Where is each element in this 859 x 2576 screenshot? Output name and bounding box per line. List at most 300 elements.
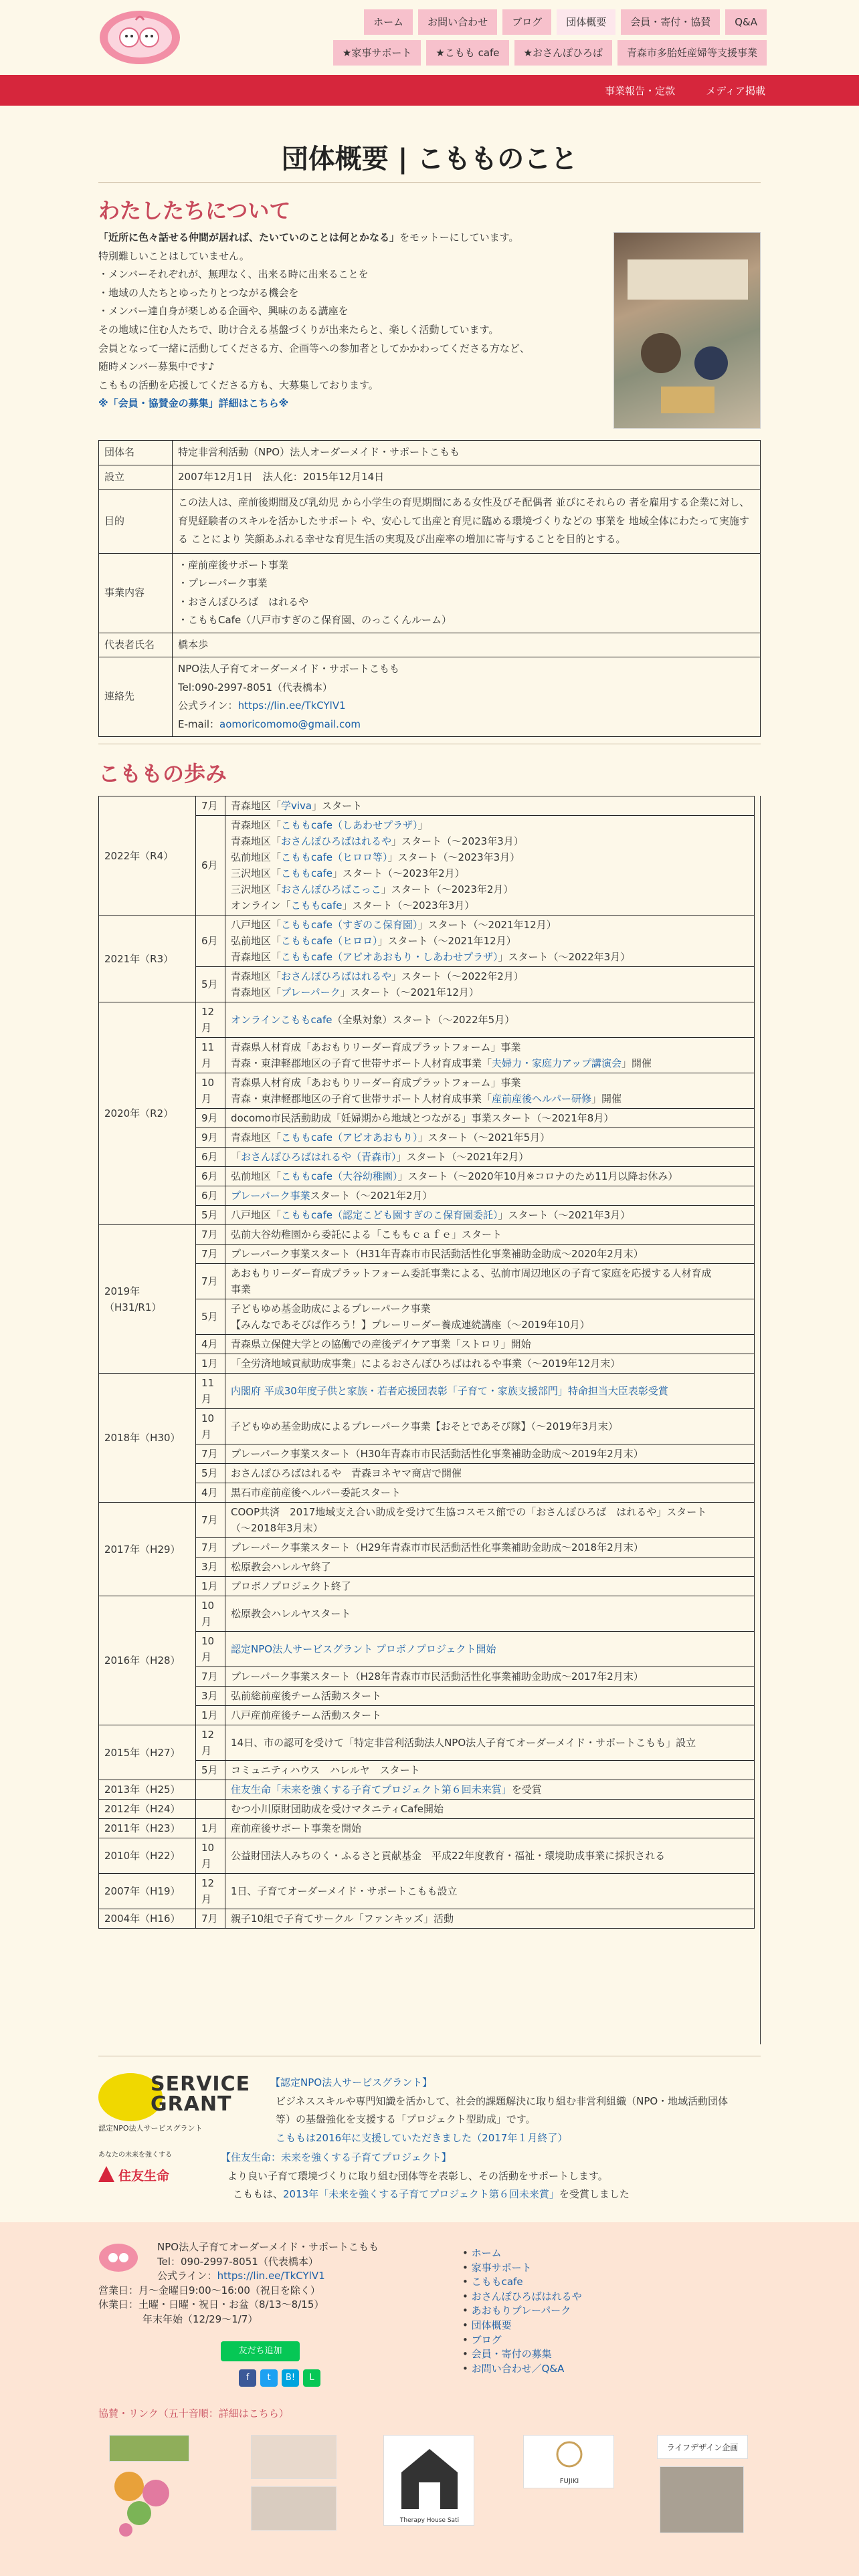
history-year: 2013年（H25） bbox=[99, 1780, 196, 1800]
nav-contact[interactable]: お問い合わせ bbox=[418, 9, 497, 35]
history-month: 6月 bbox=[196, 916, 225, 967]
nav-qa[interactable]: Q&A bbox=[725, 9, 767, 35]
history-year: 2017年（H29） bbox=[99, 1503, 196, 1596]
sumitomo-caption: あなたの未来を強くする bbox=[98, 2151, 172, 2159]
partner-banner[interactable] bbox=[251, 2435, 337, 2479]
history-link[interactable]: こももcafe（しあわせプラザ） bbox=[281, 819, 418, 831]
history-entry-line: 弘前地区「こももcafe（大谷幼稚園）」スタート（～2020年10月※コロナのため11月以降お休み） bbox=[231, 1170, 678, 1182]
footer-holidays: 休業日：土曜・日曜・祝日・お盆（8/13～8/15） bbox=[98, 2298, 324, 2311]
footer-year-end: 年末年始（12/29～1/7） bbox=[142, 2313, 258, 2325]
history-month: 6月 bbox=[196, 1186, 225, 1206]
about-line: ・メンバーそれぞれが、無理なく、出来る時に出来ることを bbox=[98, 268, 369, 281]
history-month: 1月 bbox=[196, 1819, 225, 1838]
history-row bbox=[99, 1909, 755, 1929]
history-entry bbox=[225, 1503, 755, 1538]
history-entry bbox=[225, 1206, 755, 1225]
sumitomo-mark-icon bbox=[98, 2166, 114, 2182]
history-entry-line: （～2018年3月末） bbox=[231, 1522, 323, 1534]
footer-link[interactable]: • ブログ bbox=[462, 2333, 582, 2348]
history-entry-line: オンライン「こももcafe」スタート（～2023年3月） bbox=[231, 899, 475, 911]
partner-banner[interactable] bbox=[109, 2435, 189, 2462]
history-entry bbox=[225, 1444, 755, 1464]
sumitomo-award-link[interactable]: 2013年「未来を強くする子育てプロジェクト第６回未来賞」 bbox=[283, 2188, 559, 2200]
history-month: 10月 bbox=[196, 1596, 225, 1632]
table-row bbox=[99, 441, 761, 465]
footer-link[interactable]: • ホーム bbox=[462, 2246, 582, 2261]
line-link[interactable]: https://lin.ee/TkCYlV1 bbox=[237, 700, 346, 712]
contact-org: NPO法人子育てオーダーメイド・サポートこもも bbox=[178, 663, 400, 675]
history-link[interactable]: こももcafe（アピオあおもり・しあわせプラザ） bbox=[281, 951, 498, 963]
footer-link[interactable]: • 団体概要 bbox=[462, 2319, 582, 2333]
history-entry bbox=[225, 1909, 755, 1929]
history-entry bbox=[225, 1706, 755, 1725]
history-year: 2004年（H16） bbox=[99, 1909, 196, 1929]
history-row bbox=[99, 1186, 755, 1206]
history-month: 3月 bbox=[196, 1687, 225, 1706]
sumitomo-body: を受賞しました bbox=[559, 2188, 630, 2200]
history-link[interactable]: こももcafe（ヒロロ） bbox=[281, 935, 378, 947]
activity-photo bbox=[613, 232, 761, 429]
history-entry bbox=[225, 1538, 755, 1558]
table-row bbox=[99, 490, 761, 554]
footer-link[interactable]: • 家事サポート bbox=[462, 2261, 582, 2276]
contact-tel: Tel:090-2997-8051（代表橋本） bbox=[178, 681, 332, 693]
history-year: 2011年（H23） bbox=[99, 1819, 196, 1838]
logo-text: GRANT bbox=[151, 2092, 232, 2116]
history-row bbox=[99, 796, 755, 816]
history-row bbox=[99, 1596, 755, 1632]
history-month bbox=[196, 1800, 225, 1819]
nav-housework-support[interactable]: ★家事サポート bbox=[333, 40, 421, 66]
history-month: 11月 bbox=[196, 1374, 225, 1409]
history-row bbox=[99, 1632, 755, 1667]
nav-home[interactable]: ホーム bbox=[364, 9, 413, 35]
history-entry bbox=[225, 1109, 755, 1128]
sumitomo-name: 住友生命 bbox=[118, 2169, 170, 2183]
history-entry-line: 青森地区「こももcafe（アピオあおもり）」スタート（～2021年5月） bbox=[231, 1132, 551, 1144]
history-row bbox=[99, 1874, 755, 1909]
history-entry bbox=[225, 967, 755, 1002]
partners-heading[interactable]: 協賛・リンク（五十音順：詳細はこちら） bbox=[98, 2407, 289, 2420]
history-entry-line bbox=[231, 1641, 749, 1657]
history-month: 3月 bbox=[196, 1558, 225, 1577]
history-year: 2022年（R4） bbox=[99, 796, 196, 916]
nav-membership[interactable]: 会員・寄付・協賛 bbox=[621, 9, 720, 35]
info-value bbox=[173, 553, 761, 633]
twitter-icon[interactable]: t bbox=[260, 2369, 278, 2387]
history-entry bbox=[225, 1335, 755, 1354]
info-key: 連絡先 bbox=[99, 657, 173, 737]
info-value bbox=[173, 657, 761, 737]
history-link[interactable]: 認定NPO法人サービスグラント プロボノプロジェクト開始 bbox=[231, 1643, 496, 1655]
history-entry-line: 子どもゆめ基金助成によるプレーパーク事業【おそとであそび隊】（～2019年3月末） bbox=[231, 1420, 618, 1432]
history-year: 2020年（R2） bbox=[99, 1002, 196, 1225]
history-entry-line: 松原教会ハレルヤ終了 bbox=[231, 1561, 331, 1573]
footer-link[interactable]: • こももcafe bbox=[462, 2275, 582, 2290]
history-link[interactable]: こももcafe（アピオあおもり） bbox=[281, 1132, 418, 1144]
history-month: 4月 bbox=[196, 1483, 225, 1503]
history-month: 6月 bbox=[196, 816, 225, 916]
history-table-container bbox=[98, 796, 761, 2044]
history-entry-line: 青森・東津軽郡地区の子育て世帯サポート人材育成事業「夫婦力・家庭力アップ講演会」開催 bbox=[231, 1057, 652, 1069]
history-entry bbox=[225, 1761, 755, 1780]
history-row bbox=[99, 1148, 755, 1167]
about-heading: わたしたちについて bbox=[98, 198, 291, 223]
history-entry bbox=[225, 1167, 755, 1186]
history-entry bbox=[225, 1838, 755, 1874]
history-entry bbox=[225, 1148, 755, 1167]
social-share-buttons bbox=[239, 2369, 320, 2387]
history-entry bbox=[225, 1299, 755, 1335]
about-line: 特別難しいことはしていません。 bbox=[98, 249, 250, 262]
service-grant-logo[interactable] bbox=[98, 2072, 251, 2136]
footer-link[interactable]: • お問い合わせ／Q&A bbox=[462, 2362, 582, 2377]
history-month: 11月 bbox=[196, 1038, 225, 1073]
history-month: 5月 bbox=[196, 1299, 225, 1335]
history-entry bbox=[225, 1245, 755, 1264]
info-key: 目的 bbox=[99, 490, 173, 554]
history-month: 1月 bbox=[196, 1577, 225, 1596]
history-row bbox=[99, 1409, 755, 1444]
nav-row-2 bbox=[318, 40, 767, 66]
history-row bbox=[99, 1038, 755, 1073]
history-month: 4月 bbox=[196, 1335, 225, 1354]
history-link[interactable]: 住友生命「未来を強くする子育てプロジェクト第６回未来賞」 bbox=[231, 1784, 512, 1796]
history-link[interactable]: 夫婦力・家庭力アップ講演会 bbox=[492, 1057, 622, 1069]
history-row bbox=[99, 1374, 755, 1409]
footer-link[interactable]: • あおもりプレーパーク bbox=[462, 2304, 582, 2319]
service-grant-text bbox=[270, 2074, 765, 2147]
history-entry-line: 住友生命「未来を強くする子育てプロジェクト第６回未来賞」を受賞 bbox=[231, 1784, 542, 1796]
info-value: 2007年12月1日 法人化：2015年12月14日 bbox=[173, 465, 761, 490]
history-month: 12月 bbox=[196, 1725, 225, 1761]
history-row bbox=[99, 1538, 755, 1558]
footer-link[interactable]: • おさんぽひろばはれるや bbox=[462, 2290, 582, 2304]
history-row bbox=[99, 1002, 755, 1038]
history-entry bbox=[225, 1409, 755, 1444]
footer-hours: 営業日：月～金曜日9:00～16:00（祝日を除く） bbox=[98, 2284, 320, 2296]
history-month: 9月 bbox=[196, 1109, 225, 1128]
history-entry bbox=[225, 796, 755, 816]
history-row bbox=[99, 967, 755, 1002]
history-month: 7月 bbox=[196, 1909, 225, 1929]
history-link[interactable]: おさんぽひろばはれるや bbox=[281, 835, 392, 847]
title-divider bbox=[98, 182, 761, 183]
email-label: E-mail： bbox=[178, 718, 220, 730]
history-month: 7月 bbox=[196, 1538, 225, 1558]
footer-tel: Tel：090-2997-8051（代表橋本） bbox=[157, 2255, 318, 2268]
history-entry bbox=[225, 1225, 755, 1245]
history-entry-line: 青森県人材育成「あおもりリーダー育成プラットフォーム」事業 bbox=[231, 1077, 521, 1089]
partner-therapy-house-logo[interactable] bbox=[383, 2435, 474, 2526]
history-entry-line: 青森地区「プレーパーク」スタート（～2021年12月） bbox=[231, 986, 479, 998]
partner-banner[interactable] bbox=[251, 2486, 337, 2531]
history-entry bbox=[225, 1632, 755, 1667]
history-month: 7月 bbox=[196, 1225, 225, 1245]
history-row bbox=[99, 1838, 755, 1874]
business-item: ・プレーパーク事業 bbox=[178, 577, 268, 589]
history-entry-line: 弘前地区「こももcafe（ヒロロ）」スタート（～2021年12月） bbox=[231, 935, 516, 947]
history-year: 2018年（H30） bbox=[99, 1374, 196, 1503]
history-link[interactable]: おさんぽひろばはれるや（青森市） bbox=[241, 1151, 397, 1163]
sumitomo-logo[interactable] bbox=[98, 2149, 199, 2195]
history-entry bbox=[225, 1667, 755, 1687]
history-row bbox=[99, 1503, 755, 1538]
history-entry bbox=[225, 1483, 755, 1503]
line-icon[interactable]: L bbox=[303, 2369, 320, 2387]
history-entry-line: 14日、市の認可を受けて「特定非営利活動法人NPO法人子育てオーダーメイド・サポートこもも」設立 bbox=[231, 1737, 696, 1749]
footer-links bbox=[462, 2246, 582, 2376]
nav-row-1 bbox=[318, 9, 767, 35]
history-link[interactable]: オンラインこももcafe bbox=[231, 1014, 332, 1026]
business-item: ・こももCafe（八戸市すぎのこ保育園、のっこくんルーム） bbox=[178, 614, 452, 626]
history-month: 7月 bbox=[196, 1264, 225, 1299]
history-entry-line: 弘前大谷幼稚園から委託による「こももｃａｆｅ」スタート bbox=[231, 1228, 502, 1241]
history-entry bbox=[225, 1687, 755, 1706]
history-row bbox=[99, 1761, 755, 1780]
page-title: 団体概要 | こもものこと bbox=[281, 144, 578, 175]
partner-photo[interactable] bbox=[660, 2466, 744, 2533]
table-row bbox=[99, 553, 761, 633]
about-text bbox=[98, 229, 593, 413]
history-entry-line: 事業 bbox=[231, 1283, 252, 1295]
history-year: 2021年（R3） bbox=[99, 916, 196, 1002]
history-link[interactable]: こももcafe bbox=[281, 867, 332, 879]
sumitomo-text bbox=[221, 2149, 756, 2204]
history-link[interactable]: おさんぽひろばはれるや bbox=[281, 970, 392, 982]
sub-nav-media[interactable]: メディア掲載 bbox=[706, 85, 765, 97]
history-entry-line: 三沢地区「こももcafe」スタート（～2023年2月） bbox=[231, 867, 465, 879]
history-row bbox=[99, 1245, 755, 1264]
nav-komomo-cafe[interactable]: ★こもも cafe bbox=[426, 40, 508, 66]
hatena-icon[interactable]: B! bbox=[282, 2369, 299, 2387]
history-year: 2019年 （H31/R1） bbox=[99, 1225, 196, 1374]
history-row bbox=[99, 1725, 755, 1761]
history-entry-line: 青森地区「こももcafe（しあわせプラザ）」 bbox=[231, 819, 428, 831]
history-entry-line: 「全労済地域貢献助成事業」によるおさんぽひろばはれるや事業（～2019年12月末） bbox=[231, 1358, 621, 1370]
history-row bbox=[99, 1577, 755, 1596]
history-row bbox=[99, 1464, 755, 1483]
sumitomo-title: 【住友生命：未来を強くする子育てプロジェクト】 bbox=[221, 2151, 452, 2163]
history-entry-line: むつ小川原財団助成を受けマタニティCafe開始 bbox=[231, 1803, 444, 1815]
history-entry-line: 産前産後サポート事業を開始 bbox=[231, 1822, 362, 1834]
history-link[interactable]: こももcafe（認定こども園すぎのこ保育園委託） bbox=[281, 1209, 498, 1221]
history-month: 1月 bbox=[196, 1706, 225, 1725]
history-row bbox=[99, 1128, 755, 1148]
nav-blog[interactable]: ブログ bbox=[502, 9, 551, 35]
history-entry-line: 黒石市産前産後ヘルパー委託スタート bbox=[231, 1487, 401, 1499]
history-link[interactable]: 学viva bbox=[281, 800, 312, 812]
partner-life-design[interactable]: ライフデザイン企画 bbox=[657, 2435, 748, 2459]
history-row bbox=[99, 1800, 755, 1819]
history-entry bbox=[225, 1128, 755, 1148]
history-month: 10月 bbox=[196, 1838, 225, 1874]
business-item: ・おさんぽひろば はれるや bbox=[178, 595, 309, 608]
info-key: 事業内容 bbox=[99, 553, 173, 633]
history-entry-line: 親子10組で子育てサークル「ファンキッズ」活動 bbox=[231, 1913, 454, 1925]
history-entry-line: 八戸地区「こももcafe（すぎのこ保育園）」スタート（～2021年12月） bbox=[231, 919, 557, 931]
history-entry-line: 青森県立保健大学との協働での産後デイケア事業「ストロリ」開始 bbox=[231, 1338, 531, 1350]
history-entry bbox=[225, 1354, 755, 1374]
history-link[interactable]: プレーパーク事業 bbox=[231, 1190, 310, 1202]
history-link[interactable]: こももcafe（大谷幼稚園） bbox=[281, 1170, 398, 1182]
history-entry bbox=[225, 1264, 755, 1299]
history-month: 12月 bbox=[196, 1874, 225, 1909]
history-month: 7月 bbox=[196, 1667, 225, 1687]
history-row bbox=[99, 1444, 755, 1464]
history-entry-line: 青森地区「学viva」スタート bbox=[231, 800, 363, 812]
history-entry-line: 青森地区「こももcafe（アピオあおもり・しあわせプラザ）」スタート（～2022年3月） bbox=[231, 951, 631, 963]
history-entry-line: 公益財団法人みちのく・ふるさと貢献基金 平成22年度教育・福祉・環境助成事業に採択される bbox=[231, 1850, 666, 1862]
history-year: 2010年（H22） bbox=[99, 1838, 196, 1874]
history-entry bbox=[225, 1780, 755, 1800]
logo-caption: 認定NPO法人サービスグラント bbox=[98, 2124, 203, 2133]
logo-text: SERVICE bbox=[151, 2072, 251, 2096]
history-link[interactable]: 内閣府 平成30年度子供と家族・若者応援団表彰「子育て・家族支援部門」特命担当大臣表彰受賞 bbox=[231, 1385, 668, 1397]
history-entry-line: 三沢地区「おさんぽひろばこっこ」スタート（～2023年2月） bbox=[231, 883, 514, 895]
service-grant-title: 【認定NPO法人サービスグラント】 bbox=[270, 2076, 433, 2088]
history-entry-line: docomo市民活動助成「妊婦期から地域とつながる」事業スタート（～2021年8月） bbox=[231, 1112, 614, 1124]
line-add-friend-button[interactable]: 友だち追加 bbox=[221, 2341, 300, 2361]
footer-line-link[interactable]: https://lin.ee/TkCYlV1 bbox=[217, 2270, 325, 2282]
history-entry-line: 子どもゆめ基金助成によるプレーパーク事業 bbox=[231, 1303, 431, 1315]
house-logo-icon bbox=[384, 2436, 475, 2527]
history-month: 5月 bbox=[196, 967, 225, 1002]
service-grant-link[interactable]: こももは2016年に支援していただきました（2017年１月終了） bbox=[276, 2131, 568, 2144]
history-month: 7月 bbox=[196, 1503, 225, 1538]
table-row bbox=[99, 465, 761, 490]
history-entry-line: COOP共済 2017地域支え合い助成を受けて生協コスモス館での「おさんぽひろば はれるや」スタート bbox=[231, 1506, 707, 1518]
history-month bbox=[196, 1780, 225, 1800]
history-entry-line: おさんぽひろばはれるや 青森ヨネヤマ商店で開催 bbox=[231, 1467, 462, 1479]
sub-nav-reports[interactable]: 事業報告・定款 bbox=[605, 85, 676, 97]
history-month: 6月 bbox=[196, 1167, 225, 1186]
history-entry-line: コミュニティハウス ハレルヤ スタート bbox=[231, 1764, 420, 1776]
history-row bbox=[99, 1667, 755, 1687]
history-entry bbox=[225, 916, 755, 967]
history-entry-line: 青森地区「おさんぽひろばはれるや」スタート（～2022年2月） bbox=[231, 970, 524, 982]
info-key: 代表者氏名 bbox=[99, 633, 173, 657]
history-link[interactable]: プレーパーク bbox=[281, 986, 341, 998]
history-entry-line: プレーパーク事業スタート（H29年青森市市民活動活性化事業補助金助成～2018年2月末） bbox=[231, 1541, 644, 1553]
history-year: 2007年（H19） bbox=[99, 1874, 196, 1909]
history-entry bbox=[225, 1464, 755, 1483]
history-heading: こももの歩み bbox=[98, 761, 227, 786]
sumitomo-body: より良い子育て環境づくりに取り組む団体等を表彰し、その活動をサポートします。 bbox=[227, 2169, 608, 2182]
sakura-logo-icon bbox=[109, 2466, 179, 2540]
komomo-logo-icon[interactable] bbox=[98, 8, 181, 66]
email-link[interactable]: aomoricomomo@gmail.com bbox=[219, 718, 361, 730]
history-entry bbox=[225, 1725, 755, 1761]
footer-line-label: 公式ライン： bbox=[157, 2270, 217, 2282]
history-month: 10月 bbox=[196, 1409, 225, 1444]
history-entry bbox=[225, 1374, 755, 1409]
partner-label: Therapy House Sati bbox=[399, 2517, 460, 2524]
history-entry bbox=[225, 1002, 755, 1038]
table-row bbox=[99, 633, 761, 657]
facebook-icon[interactable]: f bbox=[239, 2369, 256, 2387]
footer-org: NPO法人子育てオーダーメイド・サポートこもも bbox=[157, 2241, 379, 2253]
history-entry-line: 「おさんぽひろばはれるや（青森市）」スタート（～2021年2月） bbox=[231, 1151, 529, 1163]
partner-atelier-sakura-logo[interactable] bbox=[109, 2466, 179, 2540]
nav-multiple-birth-support[interactable]: 青森市多胎妊産婦等支援事業 bbox=[617, 40, 767, 66]
about-line: その地域に住む人たちで、助け合える基盤づくりが出来たらと、楽しく活動しています。 bbox=[98, 323, 499, 336]
history-entry-line bbox=[231, 1383, 749, 1399]
history-year: 2016年（H28） bbox=[99, 1596, 196, 1725]
history-row bbox=[99, 816, 755, 916]
history-entry bbox=[225, 1073, 755, 1109]
history-entry-line: オンラインこももcafe（全県対象）スタート（～2022年5月） bbox=[231, 1014, 515, 1026]
history-entry-line: 八戸地区「こももcafe（認定こども園すぎのこ保育園委託）」スタート（～2021年3月） bbox=[231, 1209, 631, 1221]
sub-nav-bar bbox=[0, 75, 859, 106]
history-row bbox=[99, 1819, 755, 1838]
history-entry bbox=[225, 1819, 755, 1838]
history-link[interactable]: おさんぽひろばこっこ bbox=[281, 883, 381, 895]
main-nav bbox=[318, 9, 767, 71]
nav-osanpo-hiroba[interactable]: ★おさんぽひろば bbox=[514, 40, 612, 66]
history-entry-line: プレーパーク事業スタート（～2021年2月） bbox=[231, 1190, 433, 1202]
history-row bbox=[99, 1558, 755, 1577]
info-value: この法人は、産前後期間及び乳幼児 から小学生の育児期間にある女性及びそ配偶者 並びにそれらの 者を雇用する企業に対し、育児経験者のスキルを活かしたサポート や、安心して出産と育児に臨める環境づくりなどの 事業を 地域全体にわたって実施する ことにより 笑顔あふれる幸せな育児生活の実現及び出産率の増加に寄与することを目的とする。 bbox=[173, 490, 761, 554]
sumitomo-body: こももは、 bbox=[233, 2188, 284, 2200]
history-row bbox=[99, 1225, 755, 1245]
history-link[interactable]: こももcafe（すぎのこ保育園） bbox=[281, 919, 418, 931]
footer-link[interactable]: • 会員・寄付の募集 bbox=[462, 2347, 582, 2362]
history-entry bbox=[225, 1874, 755, 1909]
history-month: 6月 bbox=[196, 1148, 225, 1167]
history-link[interactable]: こももcafe bbox=[290, 899, 343, 911]
about-line: 随時メンバー募集中です♪ bbox=[98, 360, 215, 373]
line-label: 公式ライン： bbox=[178, 700, 238, 712]
history-row bbox=[99, 1354, 755, 1374]
history-entry-line: プレーパーク事業スタート（H31年青森市市民活動活性化事業補助金助成～2020年2月末） bbox=[231, 1248, 644, 1260]
recruit-link[interactable]: ※「会員・協賛金の募集」詳細はこちら※ bbox=[98, 397, 289, 410]
history-entry bbox=[225, 816, 755, 916]
about-line: こももの活動を応援してくださる方も、大募集しております。 bbox=[98, 379, 379, 391]
history-link[interactable]: こももcafe（ヒロロ等） bbox=[281, 851, 388, 863]
business-item: ・産前産後サポート事業 bbox=[178, 558, 289, 571]
site-header bbox=[0, 0, 859, 75]
history-row bbox=[99, 1206, 755, 1225]
history-entry-line: プレーパーク事業スタート（H30年青森市市民活動活性化事業補助金助成～2019年2月末） bbox=[231, 1448, 644, 1460]
history-entry bbox=[225, 1558, 755, 1577]
history-row bbox=[99, 916, 755, 967]
info-value: 橋本歩 bbox=[173, 633, 761, 657]
footer-info bbox=[98, 2240, 460, 2327]
about-line: ・メンバー達自身が楽しめる企画や、興味のある講座を bbox=[98, 305, 349, 318]
history-row bbox=[99, 1167, 755, 1186]
history-entry-line: 1日、子育てオーダーメイド・サポートこもも設立 bbox=[231, 1885, 458, 1897]
history-table bbox=[98, 796, 755, 1929]
history-month: 5月 bbox=[196, 1761, 225, 1780]
history-entry-line: プロボノプロジェクト終了 bbox=[231, 1580, 351, 1592]
history-row bbox=[99, 1299, 755, 1335]
partner-fujiki-logo[interactable] bbox=[523, 2435, 614, 2488]
history-entry-line: 青森・東津軽郡地区の子育て世帯サポート人材育成事業「産前産後ヘルパー研修」開催 bbox=[231, 1093, 622, 1105]
history-entry bbox=[225, 1596, 755, 1632]
history-entry-line: プレーパーク事業スタート（H28年青森市市民活動活性化事業補助金助成～2017年2月末） bbox=[231, 1671, 644, 1683]
history-month: 9月 bbox=[196, 1128, 225, 1148]
history-month: 5月 bbox=[196, 1464, 225, 1483]
history-entry bbox=[225, 1186, 755, 1206]
table-row bbox=[99, 657, 761, 737]
history-entry-line: 松原教会ハレルヤスタート bbox=[231, 1608, 351, 1620]
history-entry bbox=[225, 1577, 755, 1596]
history-row bbox=[99, 1687, 755, 1706]
nav-about[interactable]: 団体概要 bbox=[557, 9, 615, 35]
history-month: 10月 bbox=[196, 1073, 225, 1109]
history-link[interactable]: 産前産後ヘルパー研修 bbox=[492, 1093, 591, 1105]
